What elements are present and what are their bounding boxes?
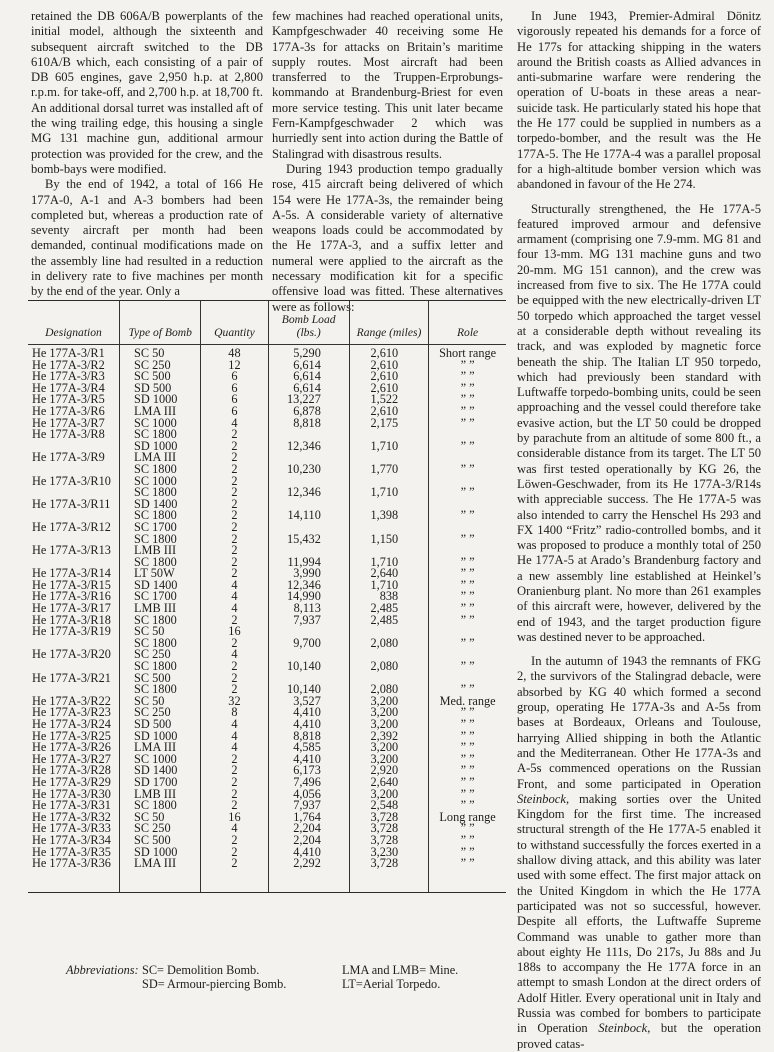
cell-bomb-load: 7,937: [268, 615, 349, 627]
cell-range: 3,200: [349, 696, 428, 708]
cell-quantity: 2: [201, 522, 268, 534]
cell-quantity: 16: [201, 626, 268, 638]
cell-quantity: 2: [201, 661, 268, 673]
cell-role: Long range: [429, 812, 506, 824]
text-run: , making sorties over the United Kingdom for the first time. The increased structural strength of the He 177A-5 enabled it to withstand successfully the forces exerted in a shallow diving attack, and this ability was later used with some effect. The first major attack on the United Kingdom in which the He 177A participated was not so successful, however. Despite all efforts, the Luftwaffe Supreme Command was unable to gather more than about eighty He 111s, Do 217s, Ju 88s and Ju 188s to accompany the He 177A force in an attempt to smash London at the direct orders of Adolf Hitler. Every operational unit in Italy and Russia was combed for bombers to participate in Operation: [517, 791, 761, 1036]
header-quantity: Quantity: [201, 301, 268, 345]
cell-bomb-type: SD 1000: [120, 847, 201, 859]
cell-quantity: 4: [201, 649, 268, 661]
abbrev-lma: LMA and LMB= Mine.: [342, 963, 459, 977]
text-column-2: [272, 9, 503, 315]
cell-role: Short range: [429, 345, 506, 360]
cell-designation: He 177A-3/R29: [32, 774, 111, 789]
cell-quantity: 2: [201, 476, 268, 488]
cell-bomb-type: SC 50: [120, 345, 201, 360]
cell-bomb-load: 6,878: [268, 406, 349, 418]
cell-bomb-type: SC 50: [120, 696, 201, 708]
cell-designation: He 177A-3/R28: [32, 763, 111, 778]
cell-designation: He 177A-3/R16: [32, 589, 111, 604]
cell-bomb-type: SC 1700: [120, 522, 201, 534]
cell-quantity: 4: [201, 603, 268, 615]
cell-bomb-load: 8,818: [268, 731, 349, 743]
cell-quantity: 2: [201, 638, 268, 650]
paragraph: Structurally strengthened, the He 177A-5 featured improved armour and defensive armament (comprising one 7.9-mm. MG 81 and four 13-mm. MG 131 machine guns and two 20-mm. MG 151 cannon), and the crew was increased from five to six. The He 177A could be equipped with the new electrically-driven LT 50 torpedo which approached the target vessel at a considerable depth without revealing its track, and was exploded by magnetic force beneath the ship. The Italian LT 950 torpedo, which had previously been standard with Luftwaffe torpedo-bombing units, could be seen approaching and the vessel could therefore take evasive action, but the LT 50 could be dropped by parachute from an altitude of some 800 ft., a considerable distance from its target. The LT 50 was first tested operationally by KG 26, the Löwen-Geschwader, from its He 177A-3/R14s with appreciable success. The He 177A-5 was also intended to carry the Henschel Hs 293 and FX 1400 “Fritz” radio-controlled bombs, and it was proposed to produce a monthly total of 250 He 177A-5 at Arado’s Brandenburg factory and a new assembly line established at Heinkel’s Oranienburg plant. No more than 261 examples of this aircraft were, however, delivered by the end of 1943, and the target production figure was destined never to be approached.: [517, 201, 761, 644]
cell-bomb-load: 12,346: [268, 580, 349, 592]
header-designation: Designation: [28, 301, 120, 345]
cell-range: 1,710: [349, 487, 428, 499]
cell-designation: He 177A-3/R3: [32, 369, 105, 384]
cell-bomb-type: SC 1000: [120, 418, 201, 430]
cell-bomb-type: SC 1800: [120, 510, 201, 522]
cell-bomb-type: SC 1800: [120, 638, 201, 650]
cell-role: Med. range: [429, 696, 506, 708]
cell-quantity: 8: [201, 707, 268, 719]
cell-range: 2,175: [349, 418, 428, 430]
cell-designation: He 177A-3/R19: [32, 624, 111, 639]
cell-quantity: 2: [201, 754, 268, 766]
cell-quantity: 2: [201, 568, 268, 580]
cell-role: ” ”: [429, 568, 506, 580]
cell-bomb-type: SC 1800: [120, 487, 201, 499]
cell-role: ” ”: [429, 406, 506, 418]
cell-bomb-load: 9,700: [268, 638, 349, 650]
cell-range: 3,728: [349, 835, 428, 847]
spacer-cell: [349, 870, 428, 892]
cell-bomb-load: 12,346: [268, 487, 349, 499]
cell-bomb-load: 1,764: [268, 812, 349, 824]
paragraph: During 1943 production tempo gradually rose, 415 aircraft being delivered of which 154 were He 177A-3s, the remainder being A-5s. A considerable variety of alternative weapons loads could be accommodated by the He 177A-3, and a suffix letter and numeral were applied to the aircraft as the necessary modification kit for a specific offensive load was fitted. These alternatives were as follows:: [272, 161, 503, 314]
cell-quantity: 2: [201, 545, 268, 557]
cell-range: 2,080: [349, 684, 428, 696]
cell-bomb-type: SC 1800: [120, 800, 201, 812]
cell-bomb-load: 4,410: [268, 719, 349, 731]
spacer-cell: [268, 870, 349, 892]
cell-designation: He 177A-3/R25: [32, 728, 111, 743]
cell-bomb-type: SD 1000: [120, 441, 201, 453]
table-body: [28, 345, 506, 892]
cell-quantity: 4: [201, 742, 268, 754]
cell-quantity: 2: [201, 464, 268, 476]
cell-bomb-type: SC 1000: [120, 754, 201, 766]
cell-role: ” ”: [429, 394, 506, 406]
cell-role: ” ”: [429, 638, 506, 650]
cell-role: ” ”: [429, 800, 506, 812]
cell-range: 2,548: [349, 800, 428, 812]
cell-bomb-type: SC 1800: [120, 534, 201, 546]
cell-bomb-type: LMB III: [120, 789, 201, 801]
cell-bomb-type: SD 1700: [120, 777, 201, 789]
cell-bomb-load: 4,410: [268, 707, 349, 719]
cell-bomb-load: 8,113: [268, 603, 349, 615]
bomb-load-table: [28, 300, 506, 893]
cell-bomb-load: 2,204: [268, 835, 349, 847]
cell-bomb-type: SC 500: [120, 673, 201, 685]
cell-range: 2,640: [349, 777, 428, 789]
cell-quantity: 4: [201, 591, 268, 603]
cell-quantity: 32: [201, 696, 268, 708]
cell-bomb-type: LMA III: [120, 406, 201, 418]
table-row: [28, 429, 506, 441]
table-row: [28, 649, 506, 661]
cell-quantity: 2: [201, 789, 268, 801]
cell-designation: He 177A-3/R4: [32, 380, 105, 395]
cell-role: ” ”: [429, 534, 506, 546]
spacer-cell: [429, 870, 506, 892]
abbrev-lt: LT=Aerial Torpedo.: [342, 977, 441, 991]
cell-quantity: 2: [201, 557, 268, 569]
cell-role: ” ”: [429, 418, 506, 430]
cell-role: ” ”: [429, 487, 506, 499]
cell-designation: He 177A-3/R27: [32, 751, 111, 766]
cell-designation: He 177A-3/R12: [32, 519, 111, 534]
cell-bomb-load: 6,614: [268, 360, 349, 372]
cell-bomb-load: 13,227: [268, 394, 349, 406]
cell-bomb-type: SD 500: [120, 383, 201, 395]
cell-quantity: 2: [201, 615, 268, 627]
cell-range: 3,728: [349, 823, 428, 835]
cell-designation: He 177A-3/R6: [32, 403, 105, 418]
table-row: [28, 499, 506, 511]
cell-quantity: 6: [201, 394, 268, 406]
cell-bomb-load: 6,614: [268, 371, 349, 383]
cell-quantity: 12: [201, 360, 268, 372]
cell-quantity: 6: [201, 383, 268, 395]
cell-range: 1,710: [349, 557, 428, 569]
cell-role: ” ”: [429, 742, 506, 754]
cell-range: 2,485: [349, 603, 428, 615]
table-row: [28, 476, 506, 488]
cell-designation: He 177A-3/R22: [32, 693, 111, 708]
cell-quantity: 48: [201, 345, 268, 360]
cell-range: 3,728: [349, 812, 428, 824]
cell-bomb-type: SC 1800: [120, 429, 201, 441]
paragraph: few machines had reached operational units, Kampfgeschwader 40 receiving some He 177A-3s for attacks on Britain’s maritime supply routes. Most aircraft had been transferred to the Truppen-Erprobungs-kommando at Brandenburg-Briest for even more service testing. This unit later became Fern-Kampfgeschwader 2 which was hurriedly sent into action during the Battle of Stalingrad with disastrous results.: [272, 9, 503, 161]
cell-bomb-load: 10,140: [268, 684, 349, 696]
cell-bomb-type: LMA III: [120, 858, 201, 870]
cell-bomb-load: 14,110: [268, 510, 349, 522]
cell-role: ” ”: [429, 591, 506, 603]
cell-bomb-load: 4,410: [268, 754, 349, 766]
cell-quantity: 6: [201, 371, 268, 383]
cell-designation: He 177A-3/R9: [32, 450, 105, 465]
cell-designation: He 177A-3/R31: [32, 798, 111, 813]
cell-designation: He 177A-3/R35: [32, 844, 111, 859]
cell-bomb-type: SC 1800: [120, 684, 201, 696]
cell-bomb-type: SC 250: [120, 707, 201, 719]
cell-quantity: 2: [201, 499, 268, 511]
cell-range: 2,610: [349, 383, 428, 395]
cell-role: ” ”: [429, 615, 506, 627]
cell-bomb-load: 8,818: [268, 418, 349, 430]
cell-role: ” ”: [429, 557, 506, 569]
cell-quantity: 4: [201, 418, 268, 430]
cell-designation: He 177A-3/R7: [32, 415, 105, 430]
cell-quantity: 4: [201, 719, 268, 731]
cell-role: ” ”: [429, 847, 506, 859]
table-row: [28, 545, 506, 557]
cell-designation: He 177A-3/R26: [32, 740, 111, 755]
cell-designation: He 177A-3/R18: [32, 612, 111, 627]
cell-designation: He 177A-3/R5: [32, 392, 105, 407]
cell-range: 1,150: [349, 534, 428, 546]
cell-quantity: 2: [201, 835, 268, 847]
cell-role: ” ”: [429, 754, 506, 766]
cell-designation: He 177A-3/R17: [32, 601, 111, 616]
cell-bomb-type: LMA III: [120, 452, 201, 464]
cell-range: 3,200: [349, 707, 428, 719]
cell-bomb-load: 5,290: [268, 345, 349, 360]
cell-range: 3,200: [349, 719, 428, 731]
cell-quantity: 2: [201, 684, 268, 696]
cell-range: 2,080: [349, 638, 428, 650]
cell-bomb-load: 10,230: [268, 464, 349, 476]
cell-bomb-type: SD 1000: [120, 731, 201, 743]
cell-bomb-load: 14,990: [268, 591, 349, 603]
cell-bomb-type: SC 1800: [120, 464, 201, 476]
cell-bomb-type: LMB III: [120, 603, 201, 615]
spacer-cell: [120, 870, 201, 892]
cell-quantity: 2: [201, 452, 268, 464]
cell-quantity: 2: [201, 777, 268, 789]
cell-bomb-type: SD 1400: [120, 580, 201, 592]
cell-bomb-type: SC 1800: [120, 661, 201, 673]
cell-bomb-type: SD 1000: [120, 394, 201, 406]
cell-bomb-load: 3,990: [268, 568, 349, 580]
abbreviations-label: Abbreviations:: [66, 963, 139, 977]
cell-quantity: 2: [201, 847, 268, 859]
table-spacer-row: [28, 870, 506, 892]
cell-bomb-load: 2,204: [268, 823, 349, 835]
cell-bomb-load: 4,410: [268, 847, 349, 859]
text-column-3: [517, 9, 761, 1052]
cell-quantity: 16: [201, 812, 268, 824]
cell-bomb-load: 15,432: [268, 534, 349, 546]
cell-bomb-load: 10,140: [268, 661, 349, 673]
cell-quantity: 2: [201, 858, 268, 870]
cell-range: 2,392: [349, 731, 428, 743]
abbrev-sd: SD= Armour-piercing Bomb.: [142, 977, 287, 991]
cell-bomb-type: SC 500: [120, 835, 201, 847]
cell-bomb-load: 12,346: [268, 441, 349, 453]
header-load: Bomb Load (lbs.): [268, 301, 349, 345]
cell-range: 2,610: [349, 345, 428, 360]
cell-role: ” ”: [429, 464, 506, 476]
cell-quantity: 4: [201, 823, 268, 835]
cell-quantity: 2: [201, 534, 268, 546]
cell-role: ” ”: [429, 661, 506, 673]
cell-role: ” ”: [429, 707, 506, 719]
cell-bomb-load: 4,585: [268, 742, 349, 754]
cell-bomb-load: 11,994: [268, 557, 349, 569]
cell-range: 838: [349, 591, 428, 603]
cell-range: 2,920: [349, 765, 428, 777]
cell-quantity: 6: [201, 406, 268, 418]
cell-role: ” ”: [429, 360, 506, 372]
cell-range: 2,610: [349, 406, 428, 418]
cell-role: ” ”: [429, 765, 506, 777]
table-row: [28, 673, 506, 685]
cell-role: ” ”: [429, 823, 506, 835]
cell-bomb-type: SC 250: [120, 823, 201, 835]
cell-range: 3,200: [349, 789, 428, 801]
cell-designation: He 177A-3/R36: [32, 856, 111, 871]
paragraph: retained the DB 606A/B powerplants of the initial model, although the sixteenth and subsequent aircraft switched to the DB 610A/B which, each consisting of a pair of DB 605 engines, gave 2,950 h.p. at 2,800 r.p.m. for take-off, and 2,700 h.p. at 18,700 ft. An additional dorsal turret was installed aft of the wing trailing edge, this housing a single MG 131 machine gun, additional armour protection was provided for the crew, and the bomb-bays were modified.: [31, 9, 263, 176]
cell-role: ” ”: [429, 789, 506, 801]
cell-bomb-load: 6,173: [268, 765, 349, 777]
header-role: Role: [429, 301, 506, 345]
cell-bomb-type: SC 1800: [120, 557, 201, 569]
cell-bomb-type: LMB III: [120, 545, 201, 557]
cell-quantity: 4: [201, 580, 268, 592]
cell-bomb-load: 2,292: [268, 858, 349, 870]
cell-quantity: 2: [201, 441, 268, 453]
cell-bomb-load: 6,614: [268, 383, 349, 395]
cell-role: ” ”: [429, 858, 506, 870]
spacer-cell: [28, 870, 120, 892]
cell-bomb-type: SC 50: [120, 812, 201, 824]
cell-designation: He 177A-3/R1: [32, 346, 105, 360]
cell-bomb-type: SC 50: [120, 626, 201, 638]
header-type: Type of Bomb: [120, 301, 201, 345]
cell-range: 2,640: [349, 568, 428, 580]
cell-role: ” ”: [429, 371, 506, 383]
cell-designation: He 177A-3/R34: [32, 832, 111, 847]
cell-role: ” ”: [429, 510, 506, 522]
cell-quantity: 2: [201, 510, 268, 522]
cell-designation: He 177A-3/R8: [32, 427, 105, 442]
cell-designation: He 177A-3/R14: [32, 566, 111, 581]
table-header-row: [28, 301, 506, 345]
cell-designation: He 177A-3/R15: [32, 577, 111, 592]
cell-role: ” ”: [429, 684, 506, 696]
table-row: [28, 522, 506, 534]
cell-bomb-load: 4,056: [268, 789, 349, 801]
cell-range: 2,610: [349, 371, 428, 383]
cell-range: 3,200: [349, 754, 428, 766]
cell-designation: He 177A-3/R2: [32, 357, 105, 372]
cell-designation: He 177A-3/R11: [32, 496, 111, 511]
table-row: [28, 626, 506, 638]
cell-role: ” ”: [429, 777, 506, 789]
cell-range: 3,728: [349, 858, 428, 870]
cell-designation: He 177A-3/R33: [32, 821, 111, 836]
cell-designation: He 177A-3/R24: [32, 717, 111, 731]
cell-designation: He 177A-3/R30: [32, 786, 111, 801]
cell-designation: He 177A-3/R20: [32, 647, 111, 662]
cell-role: ” ”: [429, 719, 506, 731]
cell-designation: He 177A-3/R13: [32, 543, 111, 558]
operation-name: Steinbock: [517, 791, 566, 806]
cell-role: ” ”: [429, 835, 506, 847]
cell-quantity: 2: [201, 673, 268, 685]
cell-bomb-type: SC 500: [120, 371, 201, 383]
operation-name: Steinbock: [598, 1021, 648, 1036]
cell-role: ” ”: [429, 383, 506, 395]
cell-role: ” ”: [429, 603, 506, 615]
cell-range: 1,398: [349, 510, 428, 522]
cell-quantity: 4: [201, 731, 268, 743]
cell-role: ” ”: [429, 441, 506, 453]
table-row: [28, 452, 506, 464]
cell-bomb-load: 7,496: [268, 777, 349, 789]
table-row: [28, 858, 506, 870]
cell-range: 1,710: [349, 441, 428, 453]
cell-designation: He 177A-3/R21: [32, 670, 111, 685]
cell-quantity: 2: [201, 800, 268, 812]
cell-quantity: 2: [201, 487, 268, 499]
cell-bomb-type: SC 250: [120, 649, 201, 661]
paragraph: In June 1943, Premier-Admiral Dönitz vigorously repeated his demands for a force of He 177s for attacking shipping in the waters around the British coasts as Allied advances in anti-submarine warfare were rendering the operation of U-boats in these areas a near-suicide task. He particularly stated his hope that the He 177 could be supplied in numbers as a torpedo-bomber, and the result was the He 177A-5. The He 177A-4 was a parallel proposal for a high-altitude bomber version which was abandoned in favour of the He 274.: [517, 9, 761, 192]
cell-designation: He 177A-3/R10: [32, 473, 111, 488]
cell-role: ” ”: [429, 731, 506, 743]
cell-bomb-type: LT 50W: [120, 568, 201, 580]
cell-bomb-type: SC 250: [120, 360, 201, 372]
cell-bomb-type: SC 1800: [120, 615, 201, 627]
cell-bomb-type: SC 1000: [120, 476, 201, 488]
cell-bomb-type: SC 1700: [120, 591, 201, 603]
abbrev-sc: SC= Demolition Bomb.: [142, 963, 260, 977]
cell-bomb-type: LMA III: [120, 742, 201, 754]
cell-range: 3,200: [349, 742, 428, 754]
cell-range: 1,522: [349, 394, 428, 406]
cell-bomb-type: SD 500: [120, 719, 201, 731]
header-range: Range (miles): [349, 301, 428, 345]
cell-range: 1,770: [349, 464, 428, 476]
cell-bomb-type: SD 1400: [120, 499, 201, 511]
spacer-cell: [201, 870, 268, 892]
cell-range: 2,080: [349, 661, 428, 673]
table-bottom-rule: [28, 892, 506, 893]
cell-range: 2,610: [349, 360, 428, 372]
cell-bomb-load: 3,527: [268, 696, 349, 708]
text-run: , but the operation proved catas-: [517, 1021, 761, 1051]
cell-range: 1,710: [349, 580, 428, 592]
paragraph: [517, 654, 761, 1052]
cell-role: ” ”: [429, 580, 506, 592]
paragraph: By the end of 1942, a total of 166 He 177A-0, A-1 and A-3 bombers had been completed but, whereas a production rate of seventy aircraft per month had been demanded, continual modifications made on the assembly line had resulted in a reduction in delivery rate to five machines per month by the end of the year. Only a: [31, 177, 263, 299]
text-column-1: [31, 9, 263, 300]
cell-range: 3,230: [349, 847, 428, 859]
cell-quantity: 2: [201, 429, 268, 441]
cell-bomb-type: SD 1400: [120, 765, 201, 777]
cell-designation: He 177A-3/R23: [32, 705, 111, 720]
text-run: In the autumn of 1943 the remnants of FKG 2, the survivors of the Stalingrad debacle, were absorbed by KG 40 which formed a second group, operating He 177A-3s and A-5s from bases at Bordeaux, Orleans and Toulouse, harrying Allied shipping in both the Atlantic and the Mediterranean. Other He 177A-3s and A-5s commenced operations on the Russian Front, and some participated in Operation: [517, 654, 761, 791]
cell-designation: He 177A-3/R32: [32, 809, 111, 824]
cell-quantity: 2: [201, 765, 268, 777]
cell-range: 2,485: [349, 615, 428, 627]
cell-bomb-load: 7,937: [268, 800, 349, 812]
